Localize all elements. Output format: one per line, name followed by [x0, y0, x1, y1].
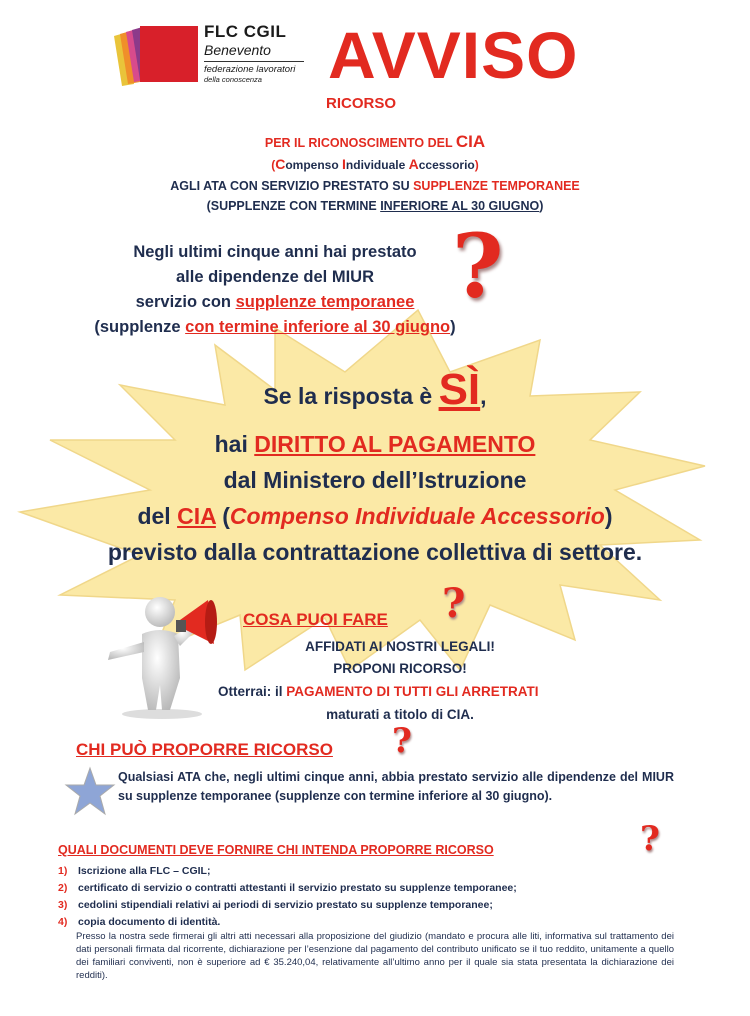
answer-line1: Se la risposta è SÌ,	[263, 365, 487, 414]
megaphone-person-icon	[100, 590, 230, 720]
documenti-list	[58, 863, 698, 931]
question-mark-icon-4: ?	[640, 819, 660, 859]
logo-city: Benevento	[204, 42, 271, 58]
question-line3: servizio con supplenze temporanee	[135, 293, 415, 311]
cosa-puoi-fare-title: COSA PUOI FARE	[243, 610, 388, 629]
page-title: AVVISO	[328, 18, 579, 92]
question-mark-icon-3: ?	[392, 721, 412, 761]
logo-name: FLC CGIL	[204, 22, 287, 41]
documenti-title: QUALI DOCUMENTI DEVE FORNIRE CHI INTENDA PROPORRE RICORSO	[58, 843, 494, 857]
logo	[100, 22, 310, 92]
question-mark-icon: ?	[452, 214, 504, 318]
header-line2: (Compenso Individuale Accessorio)	[271, 156, 479, 172]
answer-line5: previsto dalla contrattazione collettiva di settore.	[107, 539, 643, 565]
logo-federation-line1: federazione lavoratori	[204, 64, 296, 75]
answer-line4: del CIA (Compenso Individuale Accessorio)	[137, 503, 613, 529]
star-icon	[64, 766, 116, 816]
question-line2: alle dipendenze del MIUR	[175, 268, 375, 286]
header-line3: AGLI ATA CON SERVIZIO PRESTATO SU SUPPLENZE TEMPORANEE	[170, 179, 580, 193]
cosa-line2: PROPONI RICORSO!	[333, 661, 467, 676]
answer-line2: hai DIRITTO AL PAGAMENTO	[214, 431, 536, 457]
documenti-note: Presso la nostra sede firmerai gli altri atti necessari alla proposizione del giudizio (mandato e procura alle liti, informativa sul trattamento dei dati personali firmata dal ricorrente, dichiarazione per l’esenzione dal pagamento del contributo unificato se il tuo reddito, unitamente a quello dei familiari conviventi, non è superiore ad € 35.240,04, relativamente all’ultimo anno per il quale sia stata presentata la dichiarazione dei redditi).	[76, 931, 674, 981]
question-mark-icon-2: ?	[442, 580, 466, 627]
chi-puo-title: CHI PUÒ PROPORRE RICORSO	[76, 740, 333, 759]
list-item: 1) Iscrizione alla FLC – CGIL;	[58, 865, 211, 877]
header-line1: PER IL RICONOSCIMENTO DEL CIA	[264, 132, 486, 151]
logo-federation-line2: della conoscenza	[204, 75, 262, 84]
question-line1: Negli ultimi cinque anni hai prestato	[133, 243, 417, 261]
answer-line3: dal Ministero dell’Istruzione	[223, 467, 527, 493]
cosa-line4: maturati a titolo di CIA.	[326, 707, 474, 722]
list-item: 3) cedolini stipendiali relativi ai periodi di servizio prestato su supplenze temporanee;	[58, 899, 493, 911]
cosa-line3: Otterrai: il PAGAMENTO DI TUTTI GLI ARRETRATI	[218, 684, 539, 699]
flc-cgil-logo-icon	[100, 22, 200, 88]
header-line4: (SUPPLENZE CON TERMINE INFERIORE AL 30 GIUGNO)	[206, 199, 544, 213]
question-line4: (supplenze con termine inferiore al 30 giugno)	[94, 318, 456, 336]
subtitle: RICORSO	[326, 95, 397, 112]
list-item: 4) copia documento di identità.	[58, 916, 221, 928]
list-item: 2) certificato di servizio o contratti attestanti il servizio prestato su supplenze temporanee;	[58, 882, 517, 894]
chi-puo-text: Qualsiasi ATA che, negli ultimi cinque anni, abbia prestato servizio alle dipendenze del MIUR su supplenze temporanee (supplenze con termine inferiore al 30 giugno).	[118, 770, 674, 803]
cosa-line1: AFFIDATI AI NOSTRI LEGALI!	[305, 639, 495, 654]
